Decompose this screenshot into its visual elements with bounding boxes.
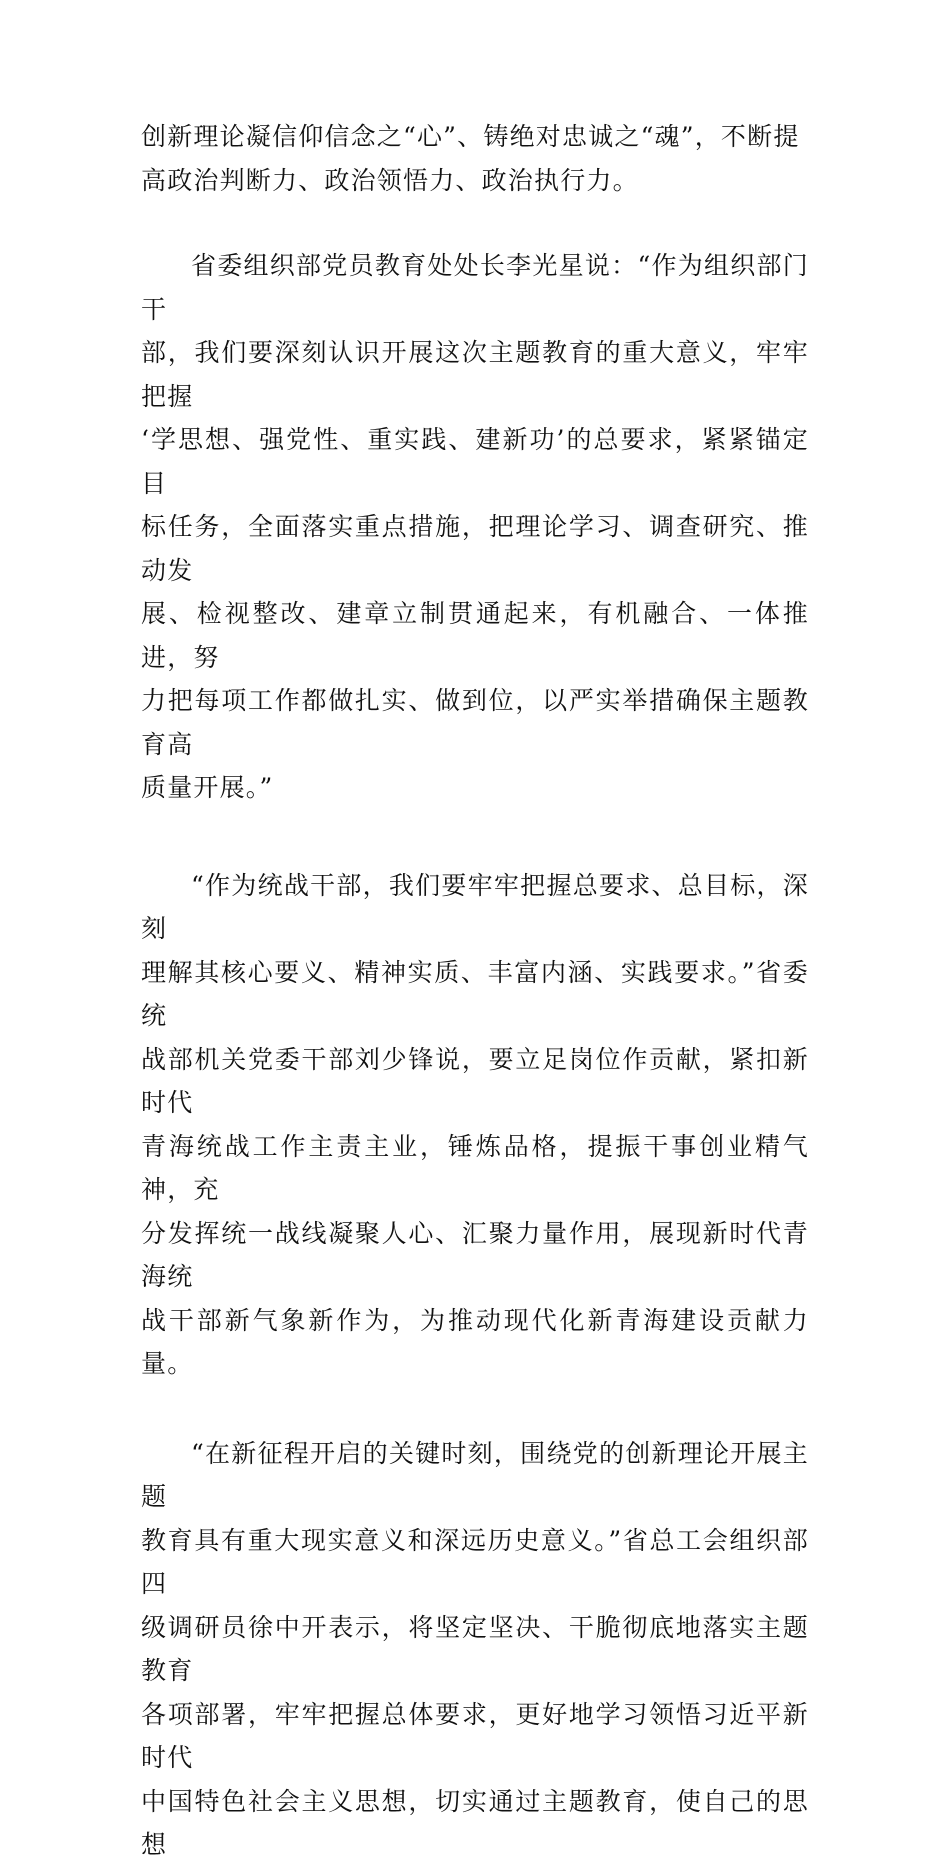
paragraph-1: 创新理论凝信仰信念之“心”、铸绝对忠诚之“魂”，不断提 高政治判断力、政治领悟力、政治执行力。 [141, 122, 800, 195]
article-body [141, 115, 809, 1867]
paragraph-2: 省委组织部党员教育处处长李光星说：“作为组织部门干 部，我们要深刻认识开展这次主题教育的重大意义，牢牢把握 ‘学思想、强党性、重实践、建新功’的总要求，紧紧锚定目 标任务，全面落实重点措施，把理论学习、调查研究、推动发 展、检视整改、建章立制贯通起来，有机融合、一体推进，努 力把每项工作都做扎实、做到位，以严实举措确保主题教育高 质量开展。” [141, 251, 809, 802]
paragraph-3: “作为统战干部，我们要牢牢把握总要求、总目标，深刻 理解其核心要义、精神实质、丰富内涵、实践要求。”省委统 战部机关党委干部刘少锋说，要立足岗位作贡献，紧扣新时代 青海统战工作主责主业，锤炼品格，提振干事创业精气神，充 分发挥统一战线凝聚人心、汇聚力量作用，展现新时代青海统 战干部新气象新作为，为推动现代化新青海建设贡献力量。 [141, 870, 809, 1378]
paragraph-4: “在新征程开启的关键时刻，围绕党的创新理论开展主题 教育具有重大现实意义和深远历史意义。”省总工会组织部四 级调研员徐中开表示，将坚定坚决、干脆彻底地落实主题教育 各项部署，牢牢把握总体要求，更好地学习领悟习近平新时代 中国特色社会主义思想，切实通过主题教育，使自己的思想 [141, 1438, 809, 1859]
